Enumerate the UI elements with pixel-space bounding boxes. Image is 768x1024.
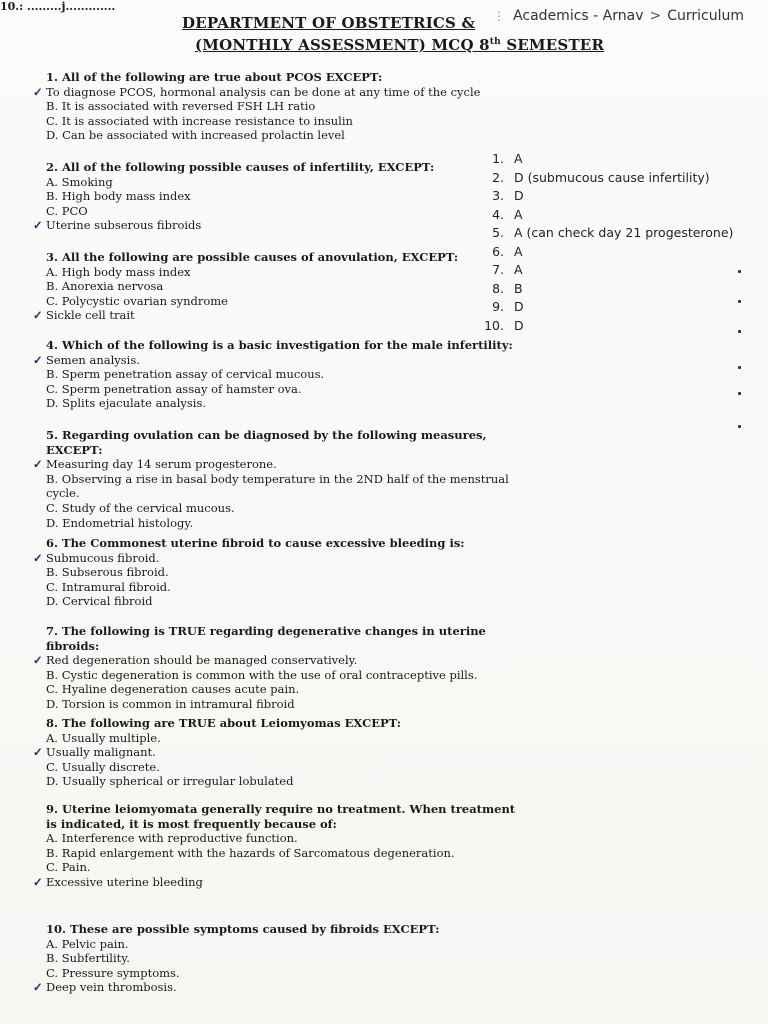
answer-row	[468, 261, 733, 280]
option-d: D. Cervical fibroid	[46, 594, 153, 609]
scroll-marker	[738, 270, 741, 273]
answer-row	[468, 224, 733, 243]
answer-row	[468, 243, 733, 262]
breadcrumb	[493, 8, 744, 24]
option-c: C. Sperm penetration assay of hamster ova.	[46, 381, 302, 396]
scroll-marker	[738, 392, 741, 395]
answer-number: 8.	[492, 280, 504, 296]
option-b: B. High body mass index	[46, 189, 191, 204]
question-stem: 8. The following are TRUE about Leiomyomas EXCEPT:	[46, 716, 402, 730]
option-c: C. PCO	[46, 203, 88, 218]
option-a: A. Usually multiple.	[46, 730, 161, 745]
answer-value: D (submucous cause infertility)	[514, 169, 710, 185]
question-3	[46, 250, 466, 323]
option-a: ✓ Semen analysis.	[46, 353, 516, 368]
option-d: ✓ Excessive uterine bleeding	[46, 875, 516, 890]
breadcrumb-item-academics[interactable]: Academics - Arnav	[513, 8, 644, 24]
breadcrumb-separator: >	[649, 8, 662, 24]
option-a: A. High body mass index	[46, 264, 191, 279]
question-stem: 9. Uterine leiomyomata generally require no treatment. When treatment is indicated, it is most frequently because of:	[46, 802, 516, 831]
page-number: 10.: .........j.............	[0, 0, 116, 13]
bookmark-icon: ⋮	[493, 9, 506, 23]
question-stem: 6. The Commonest uterine fibroid to cause excessive bleeding is:	[46, 536, 465, 550]
option-d: ✓ Uterine subserous fibroids	[46, 218, 466, 233]
question-stem: 1. All of the following are true about PCOS EXCEPT:	[46, 70, 383, 84]
answer-number: 1.	[492, 151, 504, 166]
scroll-marker	[738, 425, 741, 428]
question-stem: 2. All of the following possible causes of infertility, EXCEPT:	[46, 160, 435, 174]
question-stem: 10. These are possible symptoms caused by fibroids EXCEPT:	[46, 922, 440, 936]
option-c: C. Polycystic ovarian syndrome	[46, 293, 228, 308]
option-b: B. It is associated with reversed FSH LH ratio	[46, 99, 316, 114]
option-b: B. Subfertility.	[46, 951, 130, 966]
answer-key	[468, 150, 733, 335]
option-c: C. Hyaline degeneration causes acute pain.	[46, 682, 300, 697]
answer-value: A	[514, 262, 523, 277]
scroll-marker	[738, 300, 741, 303]
question-stem: 3. All the following are possible causes of anovulation, EXCEPT:	[46, 250, 459, 264]
answer-row	[468, 280, 733, 299]
answer-number: 9.	[492, 299, 504, 314]
option-c: C. Pain.	[46, 860, 91, 875]
answer-row	[468, 187, 733, 206]
option-d: D. Can be associated with increased prolactin level	[46, 128, 345, 143]
answer-number: 10.	[484, 317, 504, 333]
question-1	[46, 70, 516, 143]
option-b: B. Anorexia nervosa	[46, 279, 164, 294]
option-a: A. Interference with reproductive function.	[46, 831, 298, 846]
assessment-heading-end: SEMESTER	[500, 36, 605, 54]
assessment-heading	[195, 36, 604, 54]
answer-row	[468, 317, 733, 336]
answer-row	[468, 169, 733, 188]
answer-number: 5.	[492, 225, 504, 240]
option-c: C. Pressure symptoms.	[46, 965, 180, 980]
answer-value: D	[514, 188, 524, 203]
option-b: B. Subserous fibroid.	[46, 565, 169, 580]
answer-value: A	[514, 243, 523, 259]
answer-number: 3.	[492, 188, 504, 203]
option-c: C. Intramural fibroid.	[46, 579, 171, 594]
question-stem: 7. The following is TRUE regarding degenerative changes in uterine fibroids:	[46, 624, 486, 653]
option-b: ✓ Usually malignant.	[46, 745, 516, 760]
option-b: B. Rapid enlargement with the hazards of Sarcomatous degeneration.	[46, 845, 455, 860]
answer-value: B	[514, 280, 523, 296]
assessment-heading-sup: th	[489, 37, 501, 47]
option-d: ✓ Sickle cell trait	[46, 308, 466, 323]
question-9	[46, 802, 516, 890]
department-heading: DEPARTMENT OF OBSTETRICS &	[182, 14, 476, 32]
option-b: B. Cystic degeneration is common with the use of oral contraceptive pills.	[46, 667, 478, 682]
option-a: A. Pelvic pain.	[46, 936, 129, 951]
answer-number: 7.	[492, 262, 504, 277]
scroll-marker	[738, 330, 741, 333]
answer-number: 2.	[492, 169, 504, 185]
question-7	[46, 624, 516, 712]
breadcrumb-item-curriculum[interactable]: Curriculum	[667, 8, 744, 24]
option-c: C. Usually discrete.	[46, 759, 160, 774]
answer-value: A	[514, 151, 523, 166]
question-stem: 5. Regarding ovulation can be diagnosed by the following measures, EXCEPT:	[46, 428, 487, 457]
answer-row	[468, 150, 733, 169]
option-d: D. Usually spherical or irregular lobulated	[46, 774, 294, 789]
question-2	[46, 160, 466, 233]
option-d: D. Endometrial histology.	[46, 515, 194, 530]
answer-number: 6.	[492, 243, 504, 259]
answer-row	[468, 206, 733, 225]
answer-value: A (can check day 21 progesterone)	[514, 225, 734, 240]
option-c: C. It is associated with increase resistance to insulin	[46, 113, 353, 128]
question-6	[46, 536, 516, 609]
option-c: C. Study of the cervical mucous.	[46, 500, 235, 515]
option-a: ✓ Red degeneration should be managed conservatively.	[46, 653, 516, 668]
option-d: ✓ Deep vein thrombosis.	[46, 980, 516, 995]
answer-row	[468, 298, 733, 317]
question-4	[46, 338, 516, 411]
answer-value: A	[514, 206, 523, 222]
question-10	[46, 922, 516, 995]
answer-number: 4.	[492, 206, 504, 222]
option-b: B. Observing a rise in basal body temperature in the 2ND half of the menstrual cycle.	[46, 471, 509, 501]
option-b: B. Sperm penetration assay of cervical mucous.	[46, 367, 325, 382]
question-5	[46, 428, 516, 530]
option-a: ✓ Measuring day 14 serum progesterone.	[46, 457, 516, 472]
assessment-heading-main: (MONTHLY ASSESSMENT) MCQ 8	[195, 36, 490, 54]
question-8	[46, 716, 516, 789]
option-a: ✓ To diagnose PCOS, hormonal analysis can be done at any time of the cycle	[46, 85, 516, 100]
option-a: A. Smoking	[46, 174, 113, 189]
option-d: D. Splits ejaculate analysis.	[46, 396, 207, 411]
question-stem: 4. Which of the following is a basic investigation for the male infertility:	[46, 338, 513, 352]
scroll-marker	[738, 366, 741, 369]
answer-value: D	[514, 317, 524, 333]
option-a: ✓ Submucous fibroid.	[46, 551, 516, 566]
answer-value: D	[514, 299, 524, 314]
option-d: D. Torsion is common in intramural fibroid	[46, 696, 295, 711]
